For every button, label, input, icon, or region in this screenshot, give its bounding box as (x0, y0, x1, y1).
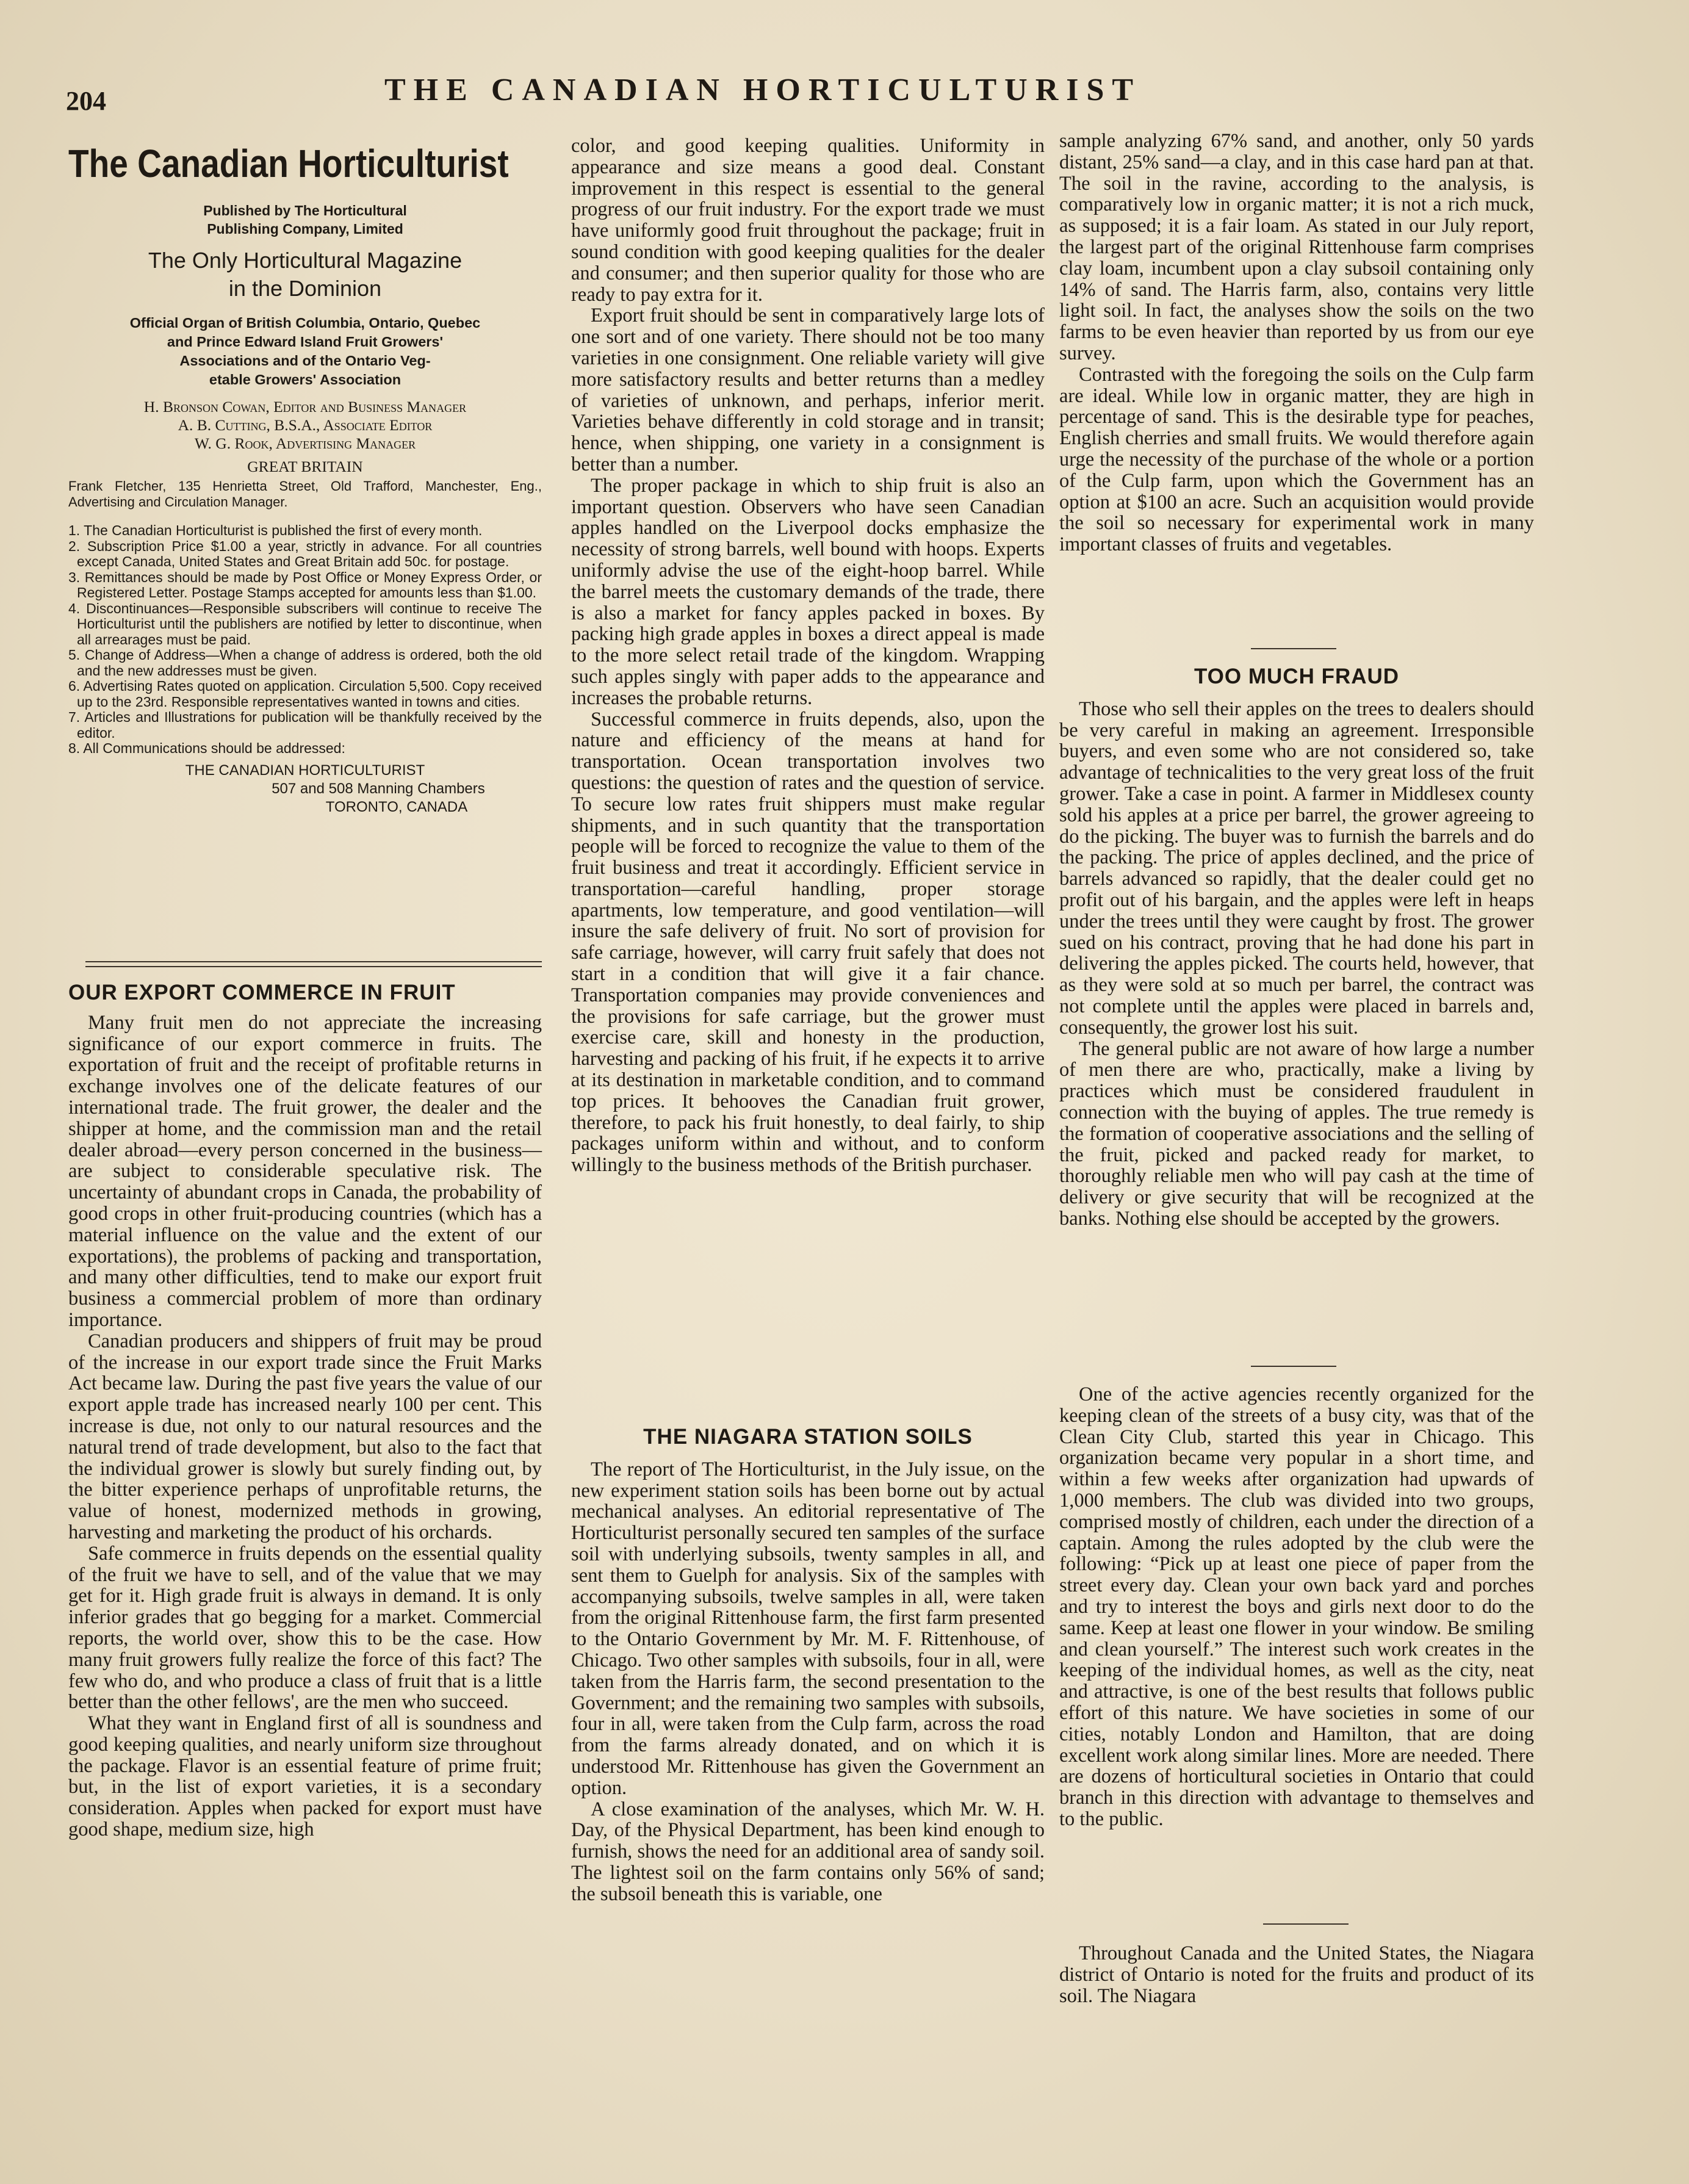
notice-4: 4. Discontinuances—Responsible subscribers will continue to receive The Horticulturist until the publishers are notified by letter to discontinue, when all arrearages must be paid. (68, 600, 542, 647)
niagara-article-col3 (1059, 131, 1534, 555)
notice-5: 5. Change of Address—When a change of address is ordered, both the old and the new addresses must be given. (68, 647, 542, 679)
tagline-line-2: in the Dominion (228, 276, 382, 301)
export-article-col2 (571, 135, 1045, 1176)
masthead-divider (85, 961, 542, 967)
notice-7: 7. Articles and Illustrations for publication will be thankfully received by the editor. (68, 709, 542, 741)
fraud-paragraph: Those who sell their apples on the trees to dealers should be very careful in making an agreement. Irresponsible buyers, and even some who are not considered so, take advantage of technicalities to the very great loss of the fruit grower. Take a case in point. A farmer in Middlesex county sold his apples at a price per barrel, the grower agreeing to do the picking. The buyer was to furnish the barrels and do the packing. The price of apples declined, and the price of barrels advanced so rapidly, that the dealer could get no profit out of his bargain, and the apples were left in heaps under the trees until they were caught by frost. The grower sued on his contract, proving that he had done his part in delivering the apples picked. The courts held, however, that as they were sold at so much per barrel, the contract was not complete until the apples were placed in barrels and, consequently, the grower lost his suit. (1059, 697, 1534, 1039)
export-paragraph: Successful commerce in fruits depends, also, upon the nature and efficiency of the means at hand for transportation. Ocean transportation involves two questions: the question of rates and the question of service. To secure low rates fruit shippers must make regular shipments, and in such quantity that the transportation people will be forced to recognize the value to them of the fruit business and treat it accordingly. Efficient service in transportation—careful handling, proper storage apartments, low temperature, and good ventilation—will insure the safe delivery of fruit. No sort of provision for safe carriage, however, will carry fruit safely that does not start in a condition that will give it a fair chance. Transportation companies may provide conveniences and the provisions for safe carriage, but the grower must exercise care, skill and honesty in the production, harvesting and packing of his fruit, if he expects it to arrive at its destination in marketable condition, and to command top prices. It behooves the Canadian fruit grower, therefore, to pack his fruit honestly, to deal fairly, to ship packages uniform within and without, and to conform willingly to the business methods of the British purchaser. (571, 708, 1045, 1177)
notice-2: 2. Subscription Price $1.00 a year, strictly in advance. For all countries except Canada, United States and Great Britain add 50c. for postage. (68, 538, 542, 569)
publisher-line-2: Publishing Company, Limited (207, 221, 403, 237)
fraud-article (1059, 666, 1534, 1230)
export-paragraph: color, and good keeping qualities. Uniformity in appearance and size means a good deal. Constant improvement in this respect is essential to the general progress of our fruit industry. For the export trade we must have uniformly good fruit throughout the package; fruit in sound condition with good keeping qualities for the dealer and consumer; and then superior quality for those who are ready to pay extra for it. (571, 135, 1045, 306)
clean-city-paragraph: One of the active agencies recently organized for the keeping clean of the streets of a busy city, was that of the Clean City Club, started this year in Chicago. This organization became very popular in a short time, and within a few weeks after organization had upwards of 1,000 members. The club was divided into two groups, comprised mostly of children, each under the direction of a captain. Among the rules adopted by the club were the following: “Pick up at least one piece of paper from the street every day. Clean your own back yard and porches and try to interest the boys and girls next door to do the same. Keep at least one flower in your window. Be smiling and clean yourself.” The interest such work creates in the keeping of the individual homes, as well as the city, neat and attractive, is one of the best results that follows public effort of this nature. We have societies in some of our cities, notably London and Hamilton, that are doing excellent work along similar lines. More are needed. There are dozens of horticultural societies in Ontario that could branch in this direction with advantage to themselves and to the public. (1059, 1383, 1534, 1830)
official-organ-3: Associations and of the Ontario Veg- (179, 353, 431, 369)
section-divider (1251, 648, 1336, 649)
section-divider (1263, 1923, 1349, 1925)
notice-3: 3. Remittances should be made by Post Office or Money Express Order, or Registered Letter. Postage Stamps accepted for amounts less than $1.00. (68, 569, 542, 600)
niagara-district-paragraph: Throughout Canada and the United States, the Niagara district of Ontario is noted for the fruits and product of its soil. The Niagara (1059, 1942, 1534, 2007)
notices-list (68, 523, 542, 757)
export-paragraph: Export fruit should be sent in comparatively large lots of one sort and of one variety. There should not be too many varieties in one consignment. One reliable variety will give more satisfactory results and better returns than a medley of varieties of unknown, and perhaps, inferior merit. Varieties behave differently in cold storage and in transit; hence, when shipping, one variety in a consignment is better than a number. (571, 305, 1045, 475)
section-divider (1251, 1366, 1336, 1367)
export-article-col1 (68, 982, 542, 1840)
address-line-2: 507 and 508 Manning Chambers (272, 780, 485, 797)
niagara-district-article (1059, 1943, 1534, 2006)
niagara-heading: THE NIAGARA STATION SOILS (643, 1425, 973, 1449)
address-line-3: TORONTO, CANADA (325, 798, 468, 815)
address-line-1: THE CANADIAN HORTICULTURIST (185, 762, 425, 779)
export-heading: OUR EXPORT COMMERCE IN FRUIT (68, 981, 456, 1004)
official-organ-1: Official Organ of British Columbia, Ontario, Quebec (129, 315, 481, 331)
great-britain-label: GREAT BRITAIN (247, 458, 363, 475)
official-organ-2: and Prince Edward Island Fruit Growers' (167, 334, 444, 350)
masthead (68, 142, 542, 816)
export-paragraph: The proper package in which to ship fruit is also an important question. Observers who have seen Canadian apples handled on the Liverpool docks emphasize the necessity of strong barrels, well bound with hoops. Experts uniformly advise the use of the eight-hoop barrel. While the barrel meets the customary demands of the trade, there is also a market for fancy apples packed in boxes. By packing high grade apples in boxes a direct appeal is made to the more select retail trade of the kingdom. Wrapping such apples singly with paper adds to the appearance and increases the probable returns. (571, 474, 1045, 709)
tagline-line-1: The Only Horticultural Magazine (148, 248, 463, 273)
fraud-paragraph: The general public are not aware of how large a number of men there are who, practically, make a living by practices which must be considered fraudulent in connection with the buying of apples. The true remedy is the formation of cooperative associations and the selling of the fruit, picked and packed ready for market, to thoroughly reliable men who will pay cash at the time of delivery or give security that will be recognized at the banks. Nothing else should be accepted by the growers. (1059, 1037, 1534, 1230)
staff-advertising-manager: W. G. Rook, Advertising Manager (194, 434, 416, 452)
official-organ-4: etable Growers' Association (209, 372, 402, 387)
export-paragraph: Canadian producers and shippers of fruit may be proud of the increase in our export trade since the Fruit Marks Act became law. During the past five years the value of our export apple trade has increased nearly 100 per cent. This increase is due, not only to our natural resources and the natural trend of trade development, but also to the fact that the individual grower is slowly but surely finding out, by the bitter experience perhaps of unprofitable returns, the value of honest, modernized methods in growing, harvesting and marketing the product of his orchards. (68, 1330, 542, 1543)
niagara-paragraph: Contrasted with the foregoing the soils on the Culp farm are ideal. While low in organic matter, they are high in percentage of sand. This is the desirable type for peaches, English cherries and small fruits. We would therefore again urge the necessity of the purchase of the whole or a portion of the Culp farm, upon which the Government has an option at $100 an acre. Such an acquisition would provide the soil so necessary for experimental work in many important classes of fruits and vegetables. (1059, 363, 1534, 556)
running-head: THE CANADIAN HORTICULTURIST (384, 73, 1142, 107)
niagara-paragraph: sample analyzing 67% sand, and another, only 50 yards distant, 25% sand—a clay, and in this case hard pan at that. The soil in the ravine, according to the analysis, is comparatively low in organic matter; it is not a rich muck, as supposed; it is a fair loam. As stated in our July report, the largest part of the original Rittenhouse farm comprises clay loam, incumbent upon a clay subsoil containing only 14% of sand. The Harris farm, also, contains very little light soil. In fact, the analyses show the soils on the two farms to be even heavier than reported by us from our eye survey. (1059, 130, 1534, 364)
masthead-title: The Canadian Horticulturist (68, 142, 509, 186)
export-paragraph: What they want in England first of all is soundness and good keeping qualities, and nearly uniform size throughout the package. Flavor is an essential feature of prime fruit; but, in the list of export varieties, it is a secondary consideration. Apples when packed for export must have good shape, medium size, high (68, 1712, 542, 1841)
notice-1: 1. The Canadian Horticulturist is published the first of every month. (68, 522, 483, 538)
clean-city-article (1059, 1384, 1534, 1830)
page-number: 204 (66, 86, 106, 116)
fraud-heading: TOO MUCH FRAUD (1194, 665, 1400, 688)
notice-8: 8. All Communications should be addressed: (68, 740, 345, 756)
staff-editor: H. Bronson Cowan, Editor and Business Manager (143, 398, 467, 416)
export-paragraph: Safe commerce in fruits depends on the essential quality of the fruit we have to sell, and of the value that we may get for it. High grade fruit is always in demand. It is only inferior grades that go begging for a market. Commercial reports, the world over, show this to be the case. How many fruit growers fully realize the force of this fact? The few who do, and who produce a class of fruit that is a little better than the other fellows', are the men who succeed. (68, 1542, 542, 1714)
publisher-line-1: Published by The Horticultural (203, 203, 407, 218)
niagara-paragraph: The report of The Horticulturist, in the July issue, on the new experiment station soils has been borne out by actual mechanical analyses. An editorial representative of The Horticulturist personally secured ten samples of the surface soil with underlying subsoils, twenty samples in all, and sent them to Guelph for analysis. Six of the samples with accompanying subsoils, twelve samples in all, were taken from the original Rittenhouse farm, the first farm presented to the Ontario Government by Mr. M. F. Rittenhouse, of Chicago. Two other samples with subsoils, four in all, were taken from the Harris farm, the second presentation to the Government; and the remaining two samples with subsoils, four in all, were taken from the Culp farm, across the road from the farms already donated, and on which it is understood Mr. Rittenhouse has given the Government an option. (571, 1458, 1045, 1799)
notice-6: 6. Advertising Rates quoted on application. Circulation 5,500. Copy received up to the 23rd. Responsible representatives wanted in towns and cities. (68, 678, 542, 710)
great-britain-text: Frank Fletcher, 135 Henrietta Street, Old Trafford, Manchester, Eng., Advertising and Circulation Manager. (68, 478, 542, 510)
niagara-paragraph: A close examination of the analyses, which Mr. W. H. Day, of the Physical Department, has been kind enough to furnish, shows the need for an additional area of sandy soil. The lightest soil on the farm contains only 56% of sand; the subsoil beneath this is variable, one (571, 1798, 1045, 1905)
export-paragraph: Many fruit men do not appreciate the increasing significance of our export commerce in fruits. The exportation of fruit and the receipt of profitable returns in exchange involves one of the delicate features of our international trade. The fruit grower, the dealer and the shipper at home, and the commission man and the retail dealer abroad—every person concerned in the business—are subject to considerable speculative risk. The uncertainty of abundant crops in Canada, the probability of good crops in other fruit-producing countries (which has a material influence on the value and the extent of our exportations), the problems of packing and transportation, and many other difficulties, tend to make our export fruit business a commercial problem of more than ordinary importance. (68, 1011, 542, 1331)
niagara-article (571, 1427, 1045, 1905)
staff-associate-editor: A. B. Cutting, B.S.A., Associate Editor (178, 416, 433, 434)
